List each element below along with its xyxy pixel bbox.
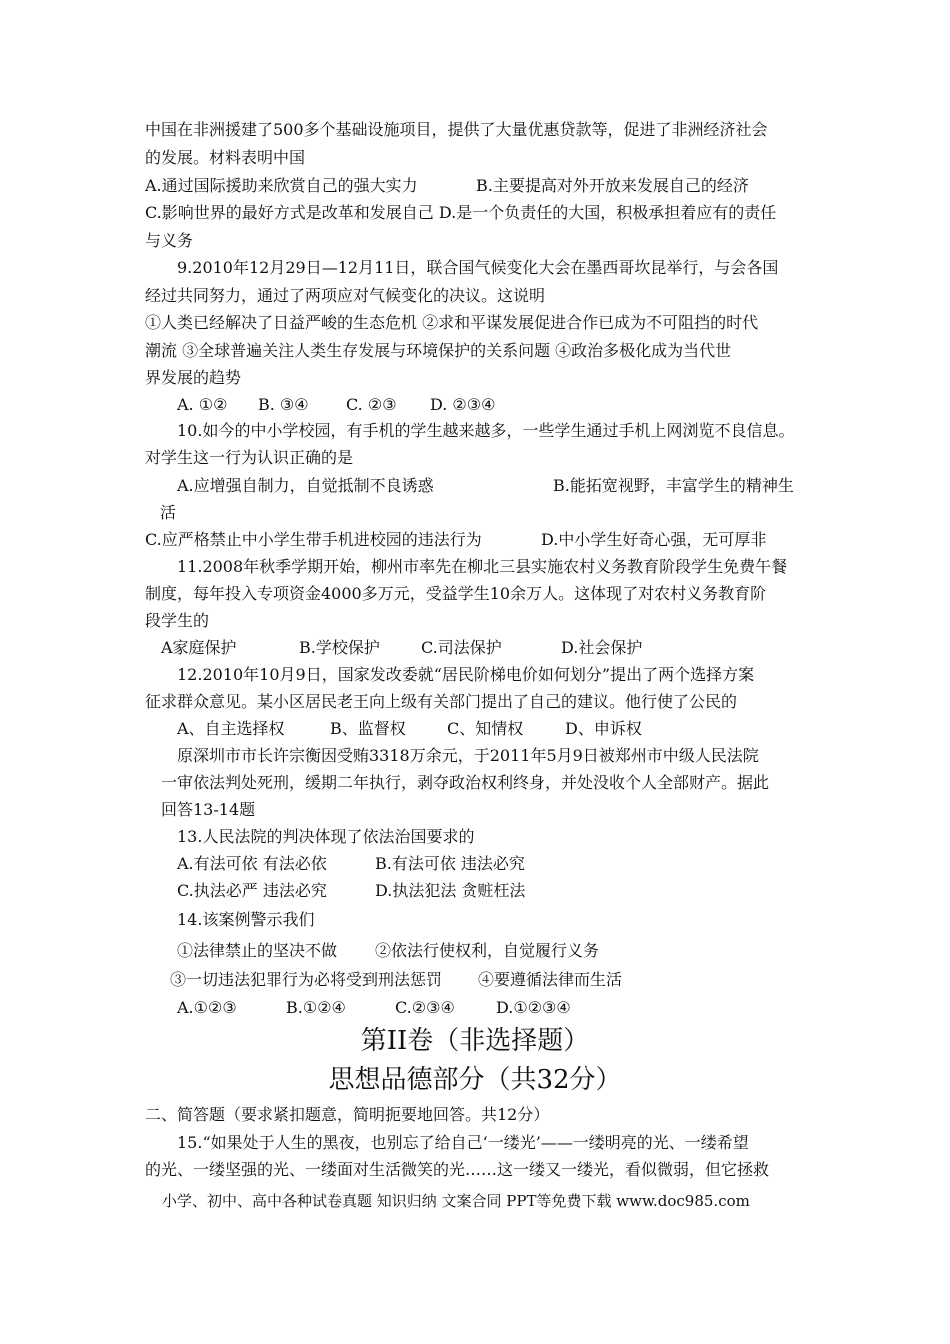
question-14: 14.该案例警示我们 — [177, 910, 315, 929]
option-b: B.学校保护 — [299, 638, 380, 657]
section-subheading: 思想品德部分（共32分） — [328, 1065, 622, 1095]
text-line: 潮流 ③全球普遍关注人类生存发展与环境保护的关系问题 ④政治多极化成为当代世 — [145, 341, 732, 360]
option-b: B.①②④ — [286, 998, 346, 1017]
text-line: ①人类已经解决了日益严峻的生态危机 ②求和平谋发展促进合作已成为不可阻挡的时代 — [145, 313, 759, 332]
option-c: C.执法必严 违法必究 — [177, 881, 327, 900]
option-b: B. ③④ — [258, 395, 309, 414]
option-a: A、自主选择权 — [177, 719, 285, 738]
option-d: D.①②③④ — [496, 998, 571, 1017]
statement-1: ①法律禁止的坚决不做 — [177, 941, 338, 960]
statement-2: ②依法行使权利，自觉履行义务 — [375, 941, 600, 960]
option-c: C.司法保护 — [421, 638, 502, 657]
statement-row — [177, 940, 599, 962]
option-row — [177, 853, 525, 875]
option-d: D.社会保护 — [561, 638, 643, 657]
text-line: 与义务 — [145, 231, 194, 250]
option-b: B、监督权 — [330, 719, 406, 738]
text-line: 的光、一缕坚强的光、一缕面对生活微笑的光……这一缕又一缕光，看似微弱，但它拯救 — [145, 1160, 770, 1179]
text-line: 经过共同努力，通过了两项应对气候变化的决议。这说明 — [145, 286, 546, 305]
text-line: 征求群众意见。某小区居民老王向上级有关部门提出了自己的建议。他行使了公民的 — [145, 692, 738, 711]
text-line: 一审依法判处死刑，缓期二年执行，剥夺政治权利终身，并处没收个人全部财产。据此 — [161, 773, 770, 792]
text-line: 的发展。材料表明中国 — [145, 148, 306, 167]
option-c: C、知情权 — [447, 719, 524, 738]
option-row — [145, 175, 749, 197]
section-title: 二、简答题（要求紧扣题意，简明扼要地回答。共12分） — [145, 1105, 550, 1124]
text-line: 界发展的趋势 — [145, 368, 242, 387]
option-row — [161, 637, 642, 659]
question-13: 13.人民法院的判决体现了依法治国要求的 — [177, 827, 475, 846]
option-a: A. ①② — [177, 395, 228, 414]
page-footer: 小学、初中、高中各种试卷真题 知识归纳 文案合同 PPT等免费下载 www.doc985.com — [162, 1192, 750, 1210]
option-d: D.执法犯法 贪赃枉法 — [375, 881, 526, 900]
case-text: 原深圳市市长许宗衡因受贿3318万余元，于2011年5月9日被郑州市中级人民法院 — [177, 746, 759, 765]
option-row — [177, 475, 794, 497]
option-row — [177, 997, 571, 1019]
option-c: C.②③④ — [395, 998, 455, 1017]
option-c: C. ②③ — [346, 395, 397, 414]
option-a: A.①②③ — [177, 998, 237, 1017]
question-9: 9.2010年12月29日—12月11日，联合国气候变化大会在墨西哥坎昆举行，与会各国 — [177, 258, 779, 277]
statement-4: ④要遵循法律而生活 — [478, 970, 623, 989]
text-line: 活 — [160, 503, 177, 522]
option-b: B.能拓宽视野，丰富学生的精神生 — [553, 476, 794, 495]
text-line: 对学生这一行为认识正确的是 — [145, 448, 354, 467]
statement-row — [170, 969, 622, 991]
text-line: 制度，每年投入专项资金4000多万元，受益学生10余万人。这体现了对农村义务教育阶 — [145, 584, 767, 603]
text-line: 中国在非洲援建了500多个基础设施项目，提供了大量优惠贷款等，促进了非洲经济社会 — [145, 120, 768, 139]
option-d: D、申诉权 — [565, 719, 642, 738]
option-a: A.通过国际援助来欣赏自己的强大实力 — [145, 176, 418, 195]
option-b: B.有法可依 违法必究 — [375, 854, 525, 873]
option-d: D. ②③④ — [430, 395, 496, 414]
option-d: D.中小学生好奇心强，无可厚非 — [541, 530, 767, 549]
option-row — [145, 529, 766, 551]
text-line: 回答13-14题 — [161, 800, 256, 819]
option-a: A.有法可依 有法必依 — [177, 854, 327, 873]
option-c: C.应严格禁止中小学生带手机进校园的违法行为 — [145, 530, 482, 549]
option-b: B.主要提高对外开放来发展自己的经济 — [476, 176, 749, 195]
option-row — [177, 394, 495, 416]
text-line: 段学生的 — [145, 611, 210, 630]
option-row — [177, 718, 642, 740]
question-10: 10.如今的中小学校园，有手机的学生越来越多，一些学生通过手机上网浏览不良信息。 — [177, 421, 795, 440]
question-12: 12.2010年10月9日，国家发改委就“居民阶梯电价如何划分”提出了两个选择方案 — [177, 665, 755, 684]
statement-3: ③一切违法犯罪行为必将受到刑法惩罚 — [170, 970, 443, 989]
section-heading: 第II卷（非选择题） — [360, 1026, 590, 1056]
question-11: 11.2008年秋季学期开始，柳州市率先在柳北三县实施农村义务教育阶段学生免费午餐 — [177, 557, 788, 576]
option-a: A家庭保护 — [161, 638, 237, 657]
option-a: A.应增强自制力，自觉抵制不良诱惑 — [177, 476, 434, 495]
question-15: 15.“如果处于人生的黑夜，也别忘了给自己‘一缕光’——一缕明亮的光、一缕希望 — [177, 1133, 749, 1152]
option-row — [177, 880, 525, 902]
text-line: C.影响世界的最好方式是改革和发展自己 D.是一个负责任的大国，积极承担着应有的责任 — [145, 203, 777, 222]
